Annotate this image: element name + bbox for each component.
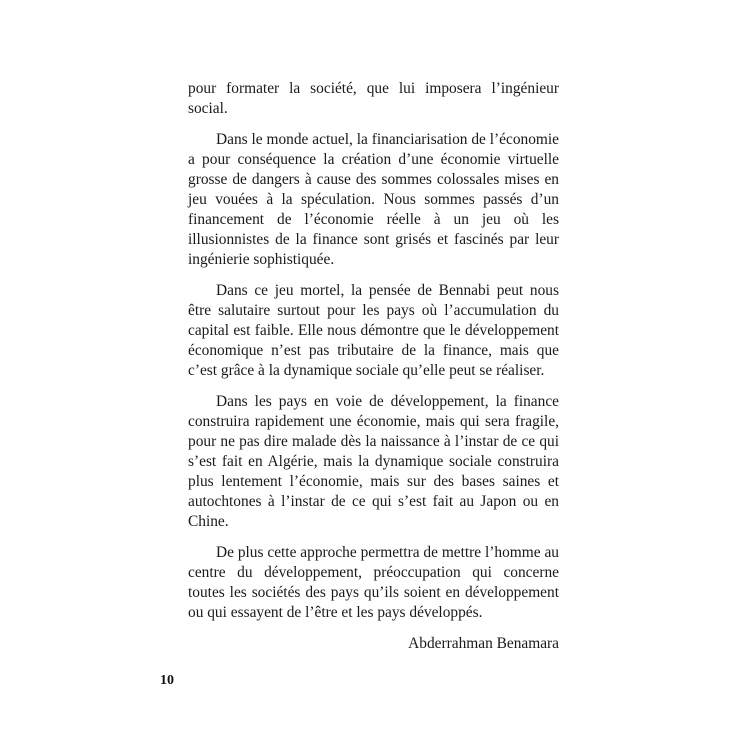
page-number: 10	[160, 673, 174, 688]
paragraph-2: Dans le monde actuel, la financiarisation de l’économie a pour conséquence la création d’une économie virtuelle grosse de dangers à cause des sommes colossales mises en jeu vouées à la spéculation. Nous sommes passés d’un financement de l’économie réelle à un jeu où les illusionnistes de la finance sont grisés et fascinés par leur ingénierie sophistiquée.	[188, 131, 559, 268]
author-signature: Abderrahman Benamara	[408, 635, 559, 652]
paragraph-1: pour formater la société, que lui imposera l’ingénieur social.	[188, 80, 559, 117]
paragraph-3: Dans ce jeu mortel, la pensée de Bennabi peut nous être salutaire surtout pour les pays où l’accumulation du capital est faible. Elle nous démontre que le développement économique n’est pas tributaire de la finance, mais que c’est grâce à la dynamique sociale qu’elle peut se réaliser.	[188, 282, 559, 379]
paragraph-5: De plus cette approche permettra de mettre l’homme au centre du développement, préoccupation qui concerne toutes les sociétés des pays qu’ils soient en développement ou qui essayent de l’être et les pays développés.	[188, 544, 559, 621]
paragraph-4: Dans les pays en voie de développement, la finance construira rapidement une économie, mais qui sera fragile, pour ne pas dire malade dès la naissance à l’instar de ce qui s’est fait en Algérie, mais la dynamique sociale construira plus lentement l’économie, mais sur des bases saines et autochtones à l’instar de ce qui s’est fait au Japon ou en Chine.	[188, 393, 559, 530]
page-body	[188, 79, 559, 654]
